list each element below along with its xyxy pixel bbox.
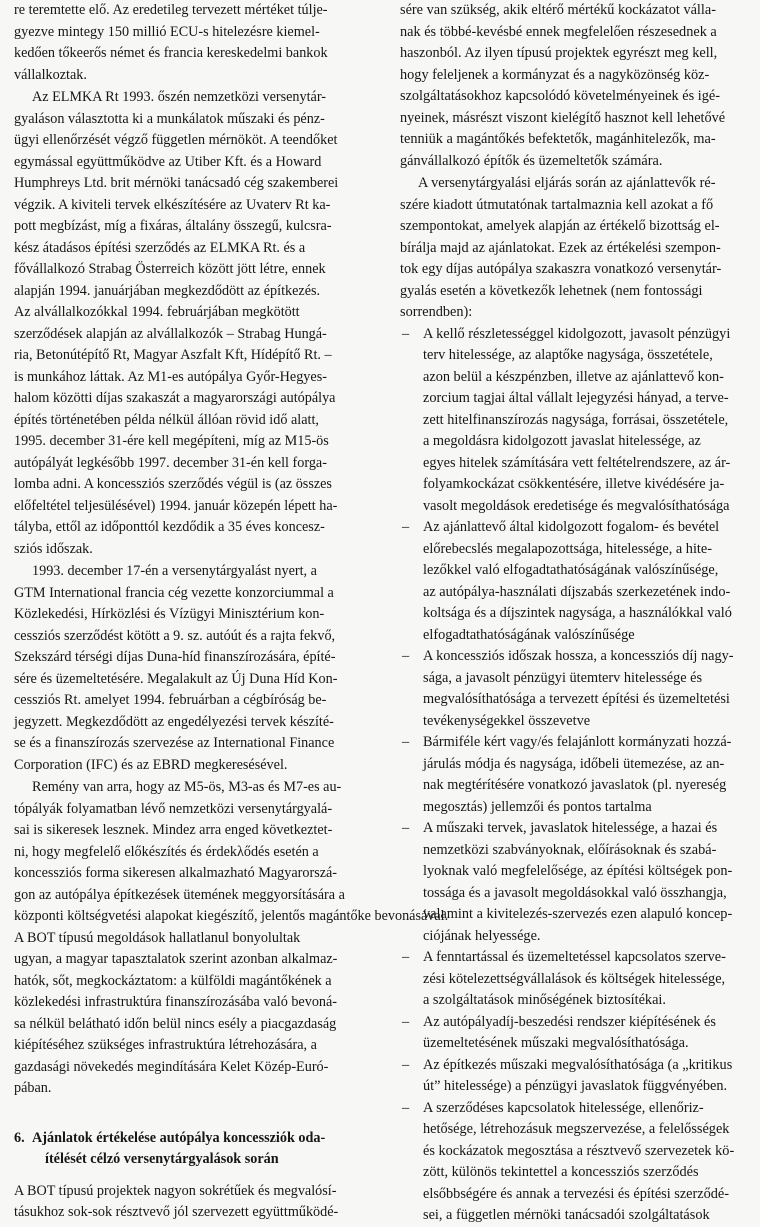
text-line: koncessziós forma sikeresen alkalmazható Magyarorszá- xyxy=(14,865,338,881)
text-line: tossága és a javasolt megoldásokkal való összhangja, xyxy=(423,884,727,901)
text-line: szerződések alapján az alvállalkozók – Strabag Hungá- xyxy=(14,325,327,342)
text-line: tópályák folyamatban lévő nemzetközi versenytárgyalá- xyxy=(14,800,333,817)
text-line: alapján 1994. januárjában megkezdődött az építkezés. xyxy=(14,282,321,299)
heading-number: 6. xyxy=(14,1129,25,1146)
text-line: út” hitelessége) a pénzügyi javaslatok függvényében. xyxy=(423,1078,728,1094)
text-line: valamint a kivitelezés-szervezés ezen alapuló koncep- xyxy=(423,906,733,922)
text-line: 1995. december 31-ére kell megépíteni, míg az M15-ös xyxy=(14,433,329,449)
text-line: azon belül a készpénzben, illetve az ajánlattevő kon- xyxy=(423,368,724,385)
text-line: egymással együttműködve az Utiber Kft. és a Howard xyxy=(14,153,322,170)
paragraph xyxy=(14,777,449,1100)
text-line: A BOT típusú megoldások hallatlanul bonyolultak xyxy=(14,929,301,946)
text-line: tályba, ettől az időponttól kezdődik a 35 éves koncesz- xyxy=(14,519,325,535)
text-line: – A kellő részletességgel kidolgozott, javasolt pénzügyi xyxy=(400,324,753,346)
text-line: se és a finanszírozás szervezése az International Finance xyxy=(14,735,335,751)
text-line: – A szerződéses kapcsolatok hitelessége, ellenőriz- xyxy=(400,1098,753,1120)
text-line: nak és többé-kevésbé ennek megfelelően részesednek a xyxy=(400,23,717,40)
text-line: koltsága és a díjszintek nagysága, a használókkal való xyxy=(423,605,732,621)
text-line: sére van szükség, akik eltérő mértékű kockázatot válla- xyxy=(400,2,716,18)
text-line: – A fenntartással és üzemeltetéssel kapcsolatos szerve- xyxy=(400,947,753,969)
text-line: üzemeltetésének műszaki megvalósíthatósága. xyxy=(423,1035,689,1051)
text-line: ni, hogy megfelelő előkészítés és érdekλődés esetén a xyxy=(14,843,319,860)
text-line: cessziós szerződést kötött a 9. sz. autóút és a rajta fekvő, xyxy=(14,627,336,644)
text-line: hetősége, létrehozásuk megszervezése, a felelősségek xyxy=(423,1121,730,1137)
text-line: vasolt megoldások eredetisége és megvalósíthatósága xyxy=(423,497,730,514)
text-line: re teremtette elő. Az eredetileg tervezett mértéket túlje- xyxy=(14,2,328,18)
text-line: nak megtérítésére vonatkozó javaslatok (pl. nyereség xyxy=(423,777,727,793)
list-item xyxy=(400,1012,753,1055)
list-item xyxy=(400,517,753,646)
section-heading xyxy=(14,1128,370,1171)
text-line: szempontokat, amelyek alapján az értékelő bizottság el- xyxy=(400,218,720,234)
text-line: – Bármiféle kért vagy/és felajánlott kormányzati hozzá- xyxy=(400,732,753,754)
text-line: haszonból. Az ilyen típusú projektek egyrészt meg kell, xyxy=(400,45,718,61)
text-line: egyes hitelek számítására vett feltételrendszere, az ár- xyxy=(423,454,731,471)
text-line: hogy feleljenek a kormányzat és a nagyközönség köz- xyxy=(400,66,710,83)
text-line: közlekedési infrastruktúra finanszírozásába való bevoná- xyxy=(14,994,338,1010)
paragraph xyxy=(14,87,370,560)
text-line: lomba adni. A koncessziós szerződés végül is (az összes xyxy=(14,476,332,492)
paragraph xyxy=(400,0,753,172)
text-line: sága, a javasolt pénzügyi ütemterv hitelessége és xyxy=(423,669,703,686)
text-line: lezőkkel való elfogadtathatóságának valószínűsége, xyxy=(423,562,719,578)
list-item xyxy=(400,732,753,818)
text-line: – Az építkezés műszaki megvalósíthatósága (a „kritikus xyxy=(400,1055,753,1077)
text-line: és kockázatok megosztása a résztvevő szervezetek kö- xyxy=(423,1142,735,1159)
text-line: szolgáltatásokhoz kapcsolódó követelményeinek és igé- xyxy=(400,88,720,104)
text-line: pában. xyxy=(14,1080,52,1096)
list-item xyxy=(400,1098,753,1227)
text-line: ügyi ellenőrzését végző független mérnököt. A teendőket xyxy=(14,132,338,148)
text-line: zött, különös tekintettel a koncessziós szerződés xyxy=(423,1164,699,1180)
text-line: 1993. december 17-én a versenytárgyalást nyert, a xyxy=(32,563,317,579)
text-line: halom közötti díjas szakaszát a magyarországi autópálya xyxy=(14,390,336,406)
text-line: az autópálya-használati díjszabás szerkezetének indo- xyxy=(423,583,731,600)
text-line: gazdasági növekedés megindítására Kelet Közép-Euró- xyxy=(14,1058,329,1075)
text-line: – Az autópályadíj-beszedési rendszer kiépítésének és xyxy=(400,1012,753,1034)
text-line: sziós időszak. xyxy=(14,540,93,557)
text-line: is munkához láttak. Az M1-es autópálya Győr-Hegyes- xyxy=(14,368,327,385)
text-line: sa nélkül belátható időn belül nincs esély a piacgazdaság xyxy=(14,1015,337,1032)
text-line: ugyan, a magyar tapasztalatok szerint azonban alkalmaz- xyxy=(14,951,338,967)
text-line: elsőbbségére és annak a tervezési és építési szerződé- xyxy=(423,1185,730,1202)
text-line: tok egy díjas autópálya szakaszra vonatkozó versenytár- xyxy=(400,261,722,277)
text-line: – A műszaki tervek, javaslatok hitelessége, a hazai és xyxy=(400,818,753,840)
text-line: gon az autópálya építkezések ütemének meggyorsítására a xyxy=(14,886,345,903)
text-line: jegyzett. Megkezdődött az engedélyezési tervek készíté- xyxy=(14,713,334,730)
text-line: zési kötelezettségvállalások és költségek hitelessége, xyxy=(423,970,726,987)
list-item xyxy=(400,324,753,518)
text-line: Közlekedési, Hírközlési és Vízügyi Minisztérium kon- xyxy=(14,606,325,622)
text-line: vállalkoztak. xyxy=(14,66,87,83)
text-line: gyaláson választotta ki a munkálatok műszaki és pénz- xyxy=(14,110,325,127)
text-line: elfogadtathatóságának valószínűsége xyxy=(423,626,635,643)
text-line: a megoldásra kidolgozott javaslat hitelessége, az xyxy=(423,433,701,449)
text-line: a szolgáltatások minőségének biztosítékai. xyxy=(423,992,666,1008)
paragraph xyxy=(400,173,753,324)
text-line: nemzetközi szabványoknak, előírásoknak és szabá- xyxy=(423,841,717,858)
paragraph xyxy=(14,1181,370,1224)
text-line: tásukhoz sok-sok résztvevő jól szervezett együttműködé- xyxy=(14,1204,339,1220)
list-item xyxy=(400,1055,753,1098)
paragraph xyxy=(14,0,370,86)
text-line: nyeinek, másrészt viszont kielégítő hasznot kell lehetővé xyxy=(400,109,726,126)
text-line: kész átadásos építési szerződés az ELMKA Rt. és a xyxy=(14,239,306,256)
text-line: előrebecslés megalapozottsága, hitelessége, a hite- xyxy=(423,540,712,557)
list-item xyxy=(400,818,753,947)
heading-line: ítélését célzó versenytárgyalások során xyxy=(45,1151,279,1167)
text-line: Szekszárd térségi díjas Duna-híd finanszírozására, építé- xyxy=(14,649,336,665)
text-line: központi költségvetési alapokat kiegészítő, jelentős magántőke bevonásával. xyxy=(14,908,449,924)
list-item xyxy=(400,947,753,1012)
text-line: cessziós Rt. amelyet 1994. februárban a cégbíróság be- xyxy=(14,692,327,708)
right-column xyxy=(400,0,753,1227)
text-line: GTM International francia cég vezette konzorciummal a xyxy=(14,584,334,601)
criteria-list xyxy=(400,324,753,1227)
text-line: ciójának helyessége. xyxy=(423,927,541,944)
text-line: sorrendben): xyxy=(400,304,473,320)
text-line: – A koncessziós időszak hossza, a koncessziós díj nagy- xyxy=(400,646,753,668)
text-line: tevékenységekkel összevetve xyxy=(423,712,591,729)
text-line: sei, a független mérnöki tanácsadói szolgáltatások xyxy=(423,1207,710,1223)
text-line: folyamkockázat csökkentésére, illetve kivédésére ja- xyxy=(423,476,725,492)
text-line: Az ELMKA Rt 1993. őszén nemzetközi versenytár- xyxy=(32,89,327,105)
text-line: járulás módja és nagysága, időbeli ütemezése, az an- xyxy=(423,755,725,772)
text-line: ria, Betonútépítő Rt, Magyar Aszfalt Kft, Hídépítő Rt. – xyxy=(14,347,332,363)
text-line: terv hitelessége, az alaptőke nagysága, összetétele, xyxy=(423,347,713,363)
text-line: gyalás esetén a következők lehetnek (nem fontossági xyxy=(400,282,703,299)
text-line: pott megbízást, míg a fixáras, általány összegű, kulcsra- xyxy=(14,218,332,234)
text-line: A BOT típusú projektek nagyon sokrétűek és megvalósí- xyxy=(14,1182,337,1199)
list-item xyxy=(400,646,753,732)
text-line: tenniük a magántőkés befektetők, magánhitelezők, ma- xyxy=(400,131,716,147)
text-line: sai is sikeresek lesznek. Mindez arra enged következtet- xyxy=(14,822,333,838)
text-line: végzik. A kiviteli tervek elkészítésére az Uvaterv Rt ka- xyxy=(14,196,331,213)
text-line: Remény van arra, hogy az M5-ös, M3-as és M7-es au- xyxy=(32,779,342,795)
text-line: – Az ajánlattevő által kidolgozott fogalom- és bevétel xyxy=(400,517,753,539)
text-line: fővállalkozó Strabag Österreich között jött létre, ennek xyxy=(14,261,326,277)
text-line: kedően tőkeerős német és francia kereskedelmi bankok xyxy=(14,45,328,61)
text-line: szére kiadott útmutatónak tartalmaznia kell azokat a fő xyxy=(400,196,714,213)
text-line: megvalósíthatósága a tervezett építési és üzemeltetési xyxy=(423,691,730,707)
text-line: A versenytárgyalási eljárás során az ajánlattevők ré- xyxy=(418,175,716,191)
text-line: lyoknak való megfelelősége, az építési költségek pon- xyxy=(423,863,733,879)
paragraph xyxy=(14,561,370,776)
heading-line xyxy=(14,1128,370,1150)
text-line: Humphreys Ltd. brit mérnöki tanácsadó cég szakemberei xyxy=(14,175,339,191)
text-line: sére és üzemeltetésére. Megalakult az Új Duna Híd Kon- xyxy=(14,670,338,687)
text-line: Corporation (IFC) és az EBRD megkeresésével. xyxy=(14,756,288,773)
text-line: Az alvállalkozókkal 1994. februárjában megkötött xyxy=(14,304,300,320)
text-line: bírálja majd az ajánlatokat. Ezek az értékelési szempon- xyxy=(400,239,721,256)
text-line: kiépítéséhez szükséges infrastruktúra létrehozására, a xyxy=(14,1037,317,1053)
text-line: gánvállalkozó építők és üzemeltetők számára. xyxy=(400,152,663,169)
text-line: autópályát legkésőbb 1997. december 31-én kell forga- xyxy=(14,454,327,471)
heading-text: Ajánlatok értékelése autópálya koncessziók oda- xyxy=(32,1129,326,1146)
text-line: zett hitelfinanszírozás nagysága, forrásai, összetétele, xyxy=(423,411,729,428)
text-line: zorcium tagjai által vállalt lejegyzési hányad, a terve- xyxy=(423,390,729,406)
text-line: építés történetében példa nélkül állóan rövid idő alatt, xyxy=(14,411,319,428)
text-line: hatók, sőt, megkockáztatom: a külföldi magántőkének a xyxy=(14,972,332,989)
text-line: gyezve mintegy 150 millió ECU-s hitelezésre kiemel- xyxy=(14,23,320,40)
text-line: megosztás) jellemzői és pontos tartalma xyxy=(423,798,652,815)
text-line: előfeltétel teljesülésével) 1994. január közepén lépett ha- xyxy=(14,497,338,514)
